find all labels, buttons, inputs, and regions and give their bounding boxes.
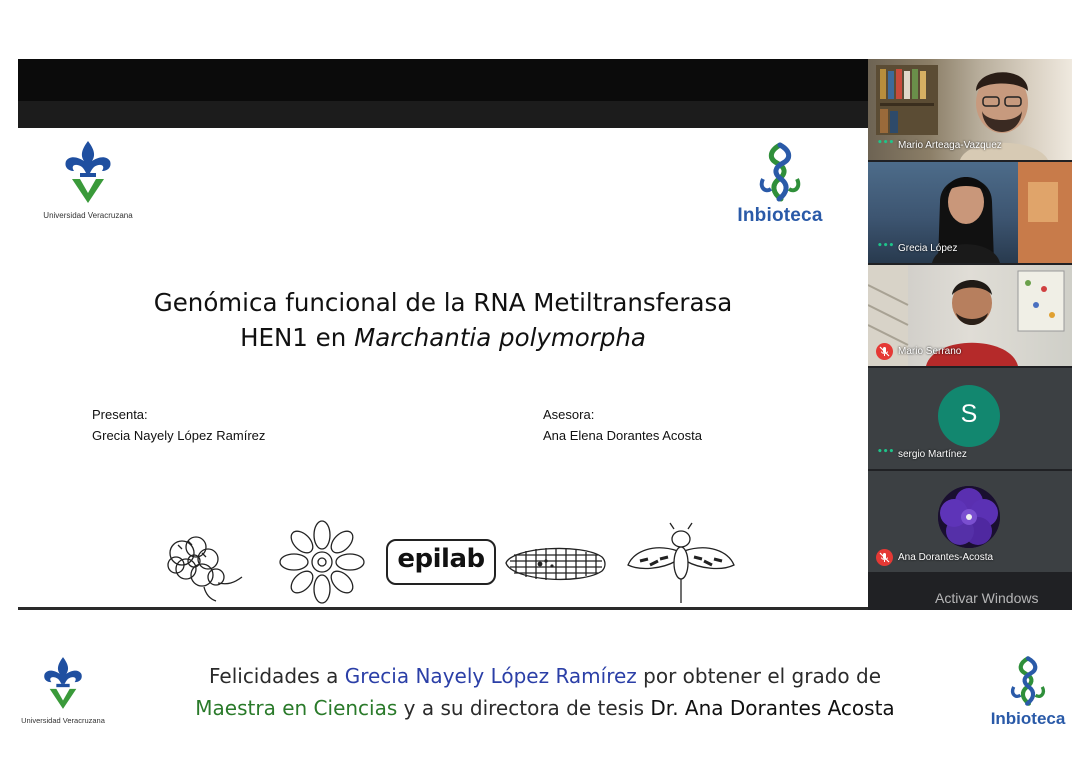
caption-text: y a su directora de tesis [397, 696, 651, 720]
epilab-logo [386, 539, 496, 585]
marchantia-drawing-icon [158, 525, 248, 607]
uv-flower-icon [58, 139, 118, 205]
slide-title-line2 [58, 320, 828, 355]
uv-logo-label: Universidad Veracruzana [43, 211, 133, 220]
participant-name: Grecia López [898, 243, 958, 254]
uv-logo-caption [18, 655, 108, 725]
purple-flower-icon [938, 486, 1000, 548]
mic-muted-icon [876, 343, 893, 360]
participant-tile[interactable] [868, 368, 1072, 469]
uv-logo [38, 139, 138, 220]
caption-line2 [120, 692, 970, 724]
avatar-letter: S [960, 400, 978, 428]
uv-logo-label: Universidad Veracruzana [21, 716, 105, 725]
caption-degree: Maestra en Ciencias [195, 696, 398, 720]
advisor-block [543, 404, 702, 446]
participant-tile[interactable] [868, 265, 1072, 366]
uv-flower-icon [38, 655, 88, 711]
slide-top-bar-lower [18, 101, 868, 128]
mic-muted-icon [876, 549, 893, 566]
corn-drawing-icon [502, 537, 608, 591]
slide-title [58, 285, 828, 355]
inbioteca-logo-label: Inbioteca [737, 205, 823, 226]
participant-name: Mario Arteaga-Vazquez [898, 140, 1002, 151]
participant-name: Ana Dorantes-Acosta [898, 552, 994, 563]
avatar [938, 385, 1000, 447]
slide-title-line2-prefix: HEN1 en [240, 323, 355, 352]
inbioteca-dna-icon [1007, 655, 1049, 707]
participant-tile[interactable] [868, 59, 1072, 160]
inbioteca-logo [730, 141, 830, 227]
caption-line1 [120, 660, 970, 692]
inbioteca-dna-icon [755, 141, 805, 203]
shared-slide [18, 59, 868, 610]
participant-tile[interactable] [868, 471, 1072, 572]
asesora-label: Asesora: [543, 407, 595, 422]
caption-text: Felicidades a [208, 664, 345, 688]
participants-panel [868, 59, 1072, 610]
audio-level-icon: ••• [877, 447, 895, 457]
fly-drawing-icon [626, 521, 736, 607]
caption-text: por obtener el grado de [636, 664, 882, 688]
slide-illustrations [158, 519, 738, 609]
presenter-block [92, 404, 265, 446]
caption-director-name: Dr. Ana Dorantes Acosta [650, 696, 895, 720]
participant-name: Mario Serrano [898, 346, 962, 357]
slide-title-species: Marchantia polymorpha [354, 323, 646, 352]
inbioteca-logo-caption [983, 655, 1073, 729]
congratulations-caption [120, 660, 970, 724]
slide-title-line1: Genómica funcional de la RNA Metiltransferasa [153, 288, 733, 317]
presenta-name: Grecia Nayely López Ramírez [92, 428, 266, 443]
presenta-label: Presenta: [92, 407, 148, 422]
flower-drawing-icon [276, 519, 368, 609]
participant-tile[interactable] [868, 162, 1072, 263]
windows-activation-watermark: Activar Windows [935, 590, 1039, 606]
epilab-logo-label: epilab [397, 544, 485, 574]
slide-top-bar [18, 59, 868, 101]
avatar [938, 486, 1000, 548]
audio-level-icon: ••• [877, 138, 895, 148]
slide-bottom-border [18, 607, 868, 610]
asesora-name: Ana Elena Dorantes Acosta [543, 428, 702, 443]
audio-level-icon: ••• [877, 241, 895, 251]
caption-student-name: Grecia Nayely López Ramírez [344, 664, 637, 688]
inbioteca-logo-label: Inbioteca [990, 709, 1066, 728]
participant-name: sergio Martínez [898, 449, 967, 460]
